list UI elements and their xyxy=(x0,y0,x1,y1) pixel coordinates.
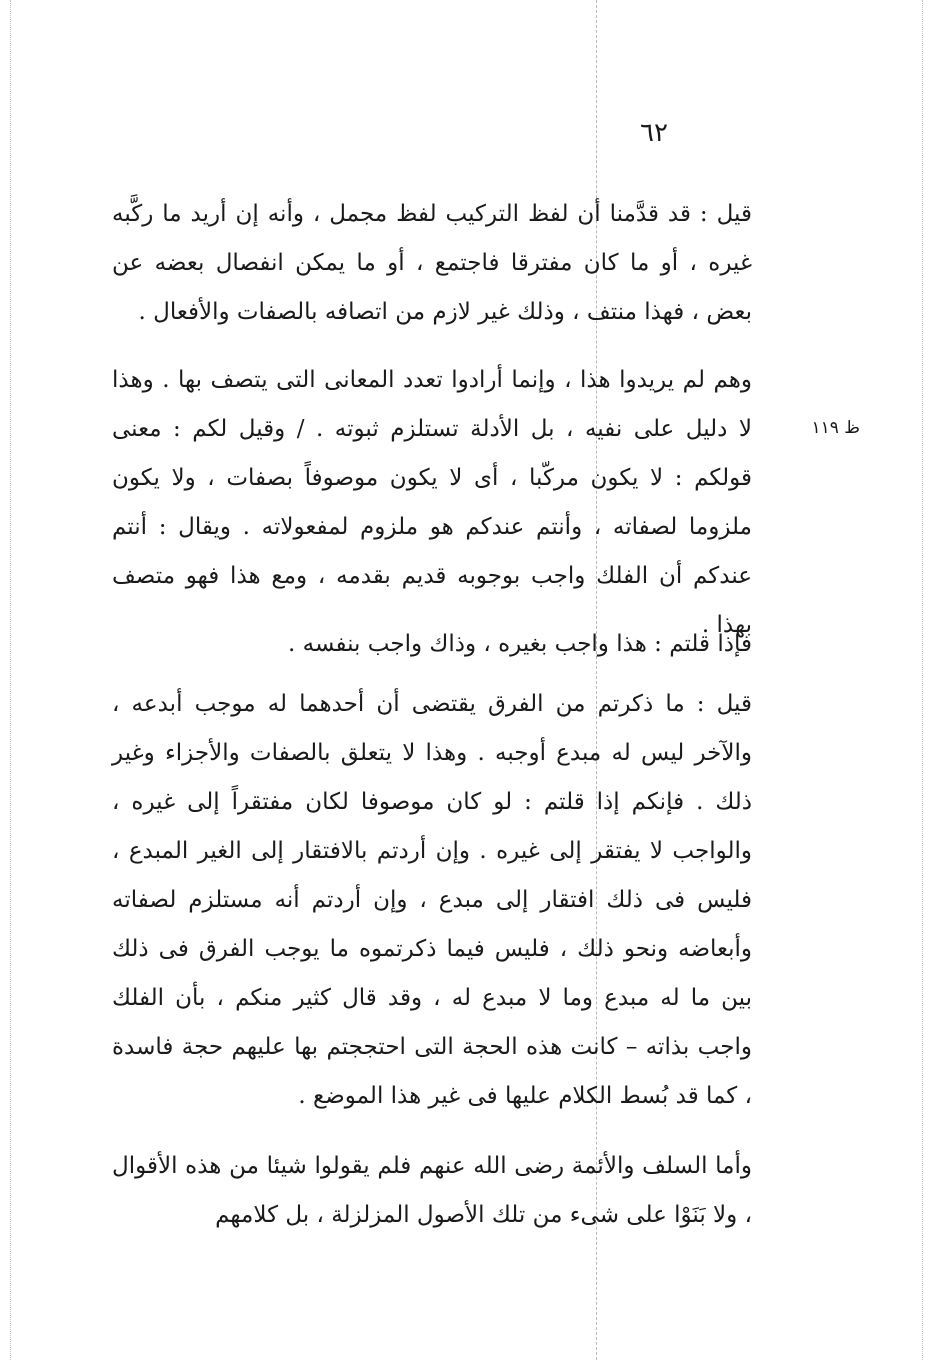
paragraph-text: فإذا قلتم : هذا واجب بغيره ، وذاك واجب بنفسه . xyxy=(288,631,752,657)
paragraph-text: وأما السلف والأئمة رضى الله عنهم فلم يقولوا شيئا من هذه الأقوال ، ولا بَنَوْا على شىء من تلك الأصول المزلزلة ، بل كلامهم xyxy=(112,1153,752,1228)
paragraph-1 xyxy=(112,190,752,337)
paragraph-text: قيل : قد قدَّمنا أن لفظ التركيب لفظ مجمل ، وأنه إن أريد ما ركَّبه غيره ، أو ما كان مفترقا فاجتمع ، أو ما يمكن انفصال بعضه عن بعض ، فهذا منتف ، وذلك غير لازم من اتصافه بالصفات والأفعال . xyxy=(112,201,752,325)
paragraph-3 xyxy=(112,620,752,669)
paragraph-4 xyxy=(112,680,752,1121)
scan-edge-right xyxy=(922,0,923,1360)
page-number: ٦٢ xyxy=(640,118,668,148)
margin-manuscript-reference: ظ ١١٩ xyxy=(811,418,860,438)
paragraph-2 xyxy=(112,356,752,650)
paragraph-text: وهم لم يريدوا هذا ، وإنما أرادوا تعدد المعانى التى يتصف بها . وهذا لا دليل على نفيه ، بل الأدلة تستلزم ثبوته . / وقيل لكم : معنى قولكم : لا يكون مركّبا ، أى لا يكون موصوفاً بصفات ، ولا يكون ملزوما لصفاته ، وأنتم عندكم هو ملزوم لمفعولاته . ويقال : أنتم عندكم أن الفلك واجب بوجوبه قديم بقدمه ، ومع هذا فهو متصف بهذا . xyxy=(112,367,752,638)
paragraph-5 xyxy=(112,1142,752,1240)
paragraph-text: قيل : ما ذكرتم من الفرق يقتضى أن أحدهما له موجب أبدعه ، والآخر ليس له مبدع أوجبه . وهذا لا يتعلق بالصفات والأجزاء وغير ذلك . فإنكم إذا قلتم : لو كان موصوفا لكان مفتقراً إلى غيره ، والواجب لا يفتقر إلى غيره . وإن أردتم بالافتقار إلى الغير المبدع ، فليس فى ذلك افتقار إلى مبدع ، وإن أردتم أنه مستلزم لصفاته وأبعاضه ونحو ذلك ، فليس فيما ذكرتموه ما يوجب الفرق فى ذلك بين ما له مبدع وما لا مبدع له ، وقد قال كثير منكم ، بأن الفلك واجب بذاته – كانت هذه الحجة التى احتججتم بها عليهم حجة فاسدة ، كما قد بُسط الكلام عليها فى غير هذا الموضع . xyxy=(112,691,752,1109)
scan-edge-left xyxy=(10,0,11,1360)
